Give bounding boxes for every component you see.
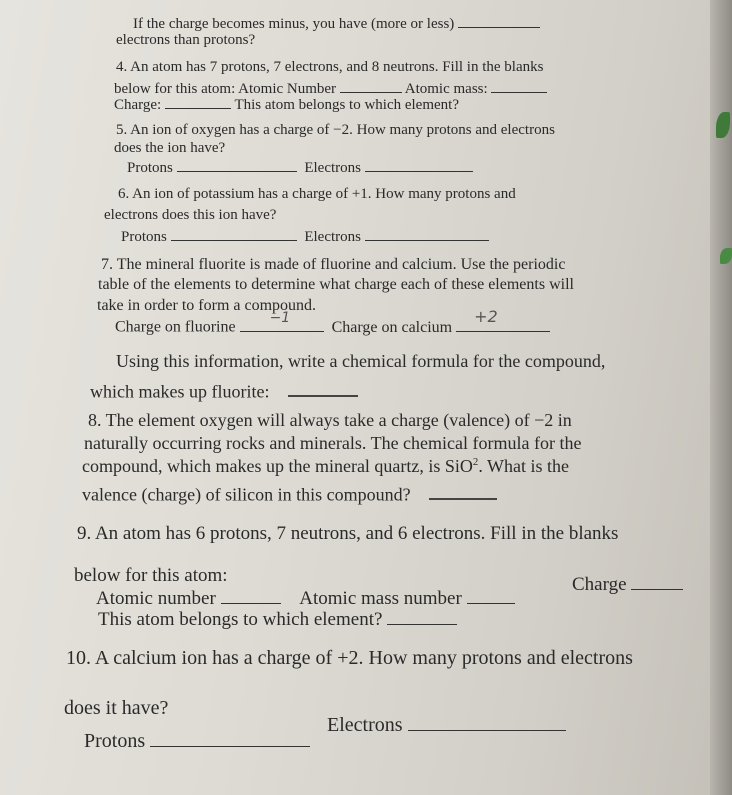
answer-blank-electrons[interactable]: [365, 227, 489, 241]
intro-line-2: electrons than protons?: [116, 32, 256, 48]
q10-line-1: 10. A calcium ion has a charge of +2. How many protons and electrons: [66, 647, 633, 669]
q7-line-3: take in order to form a compound.: [97, 297, 317, 314]
answer-blank-silicon-valence[interactable]: [429, 483, 497, 500]
answer-blank-atomic-mass-number[interactable]: [467, 587, 515, 604]
answer-blank-more-less[interactable]: [458, 14, 540, 28]
q6-line-1: 6. An ion of potassium has a charge of +1. How many protons and: [118, 186, 516, 202]
answer-blank-protons[interactable]: [150, 729, 310, 747]
q10-line-2: does it have?: [64, 697, 169, 719]
answer-blank-element[interactable]: [387, 608, 457, 625]
answer-blank-atomic-mass[interactable]: [491, 79, 547, 93]
handwritten-answer: +2: [474, 307, 498, 326]
q10-electrons: Electrons: [327, 713, 566, 735]
q9-line-2: below for this atom:: [74, 565, 228, 586]
answer-blank-protons[interactable]: [177, 158, 297, 172]
answer-blank-electrons[interactable]: [408, 713, 566, 731]
q4-line-1: 4. An atom has 7 protons, 7 electrons, and 8 neutrons. Fill in the blanks: [116, 59, 544, 75]
q8-line-4: valence (charge) of silicon in this compound?: [82, 483, 497, 503]
answer-blank-calcium-charge[interactable]: [456, 307, 550, 332]
q8-line-2: naturally occurring rocks and minerals. The chemical formula for the: [84, 433, 582, 453]
answer-blank-formula[interactable]: [288, 380, 358, 397]
q4-line-3: Charge: This atom belongs to which element?: [114, 96, 459, 113]
q9-line-1: 9. An atom has 6 protons, 7 neutrons, and 6 electrons. Fill in the blanks: [77, 523, 619, 544]
q5-line-3: Protons Electrons: [127, 158, 473, 176]
q7-line-5: Using this information, write a chemical formula for the compound,: [116, 351, 606, 371]
q6-line-3: Protons Electrons: [121, 227, 489, 245]
answer-blank-charge[interactable]: [165, 95, 231, 109]
answer-blank-atomic-number[interactable]: [221, 587, 281, 604]
answer-blank-charge[interactable]: [631, 573, 683, 590]
q9-charge: Charge: [572, 573, 683, 594]
handwritten-answer: −1: [269, 310, 291, 326]
q7-line-6: which makes up fluorite:: [90, 380, 358, 400]
intro-line-1: If the charge becomes minus, you have (more or less): [133, 14, 540, 32]
answer-blank-protons[interactable]: [171, 227, 297, 241]
q10-line-3: Protons: [84, 729, 310, 751]
q7-line-4: Charge on fluorine −1 Charge on calcium +2: [115, 317, 550, 336]
q7-line-2: table of the elements to determine what charge each of these elements will: [98, 276, 574, 293]
q8-line-1: 8. The element oxygen will always take a charge (valence) of −2 in: [88, 410, 572, 430]
q5-line-1: 5. An ion of oxygen has a charge of −2. How many protons and electrons: [116, 122, 555, 138]
answer-blank-electrons[interactable]: [365, 158, 473, 172]
q9-line-3: Atomic number Atomic mass number: [96, 587, 515, 608]
answer-blank-atomic-number[interactable]: [340, 79, 402, 93]
answer-blank-fluorine-charge[interactable]: [240, 310, 324, 332]
q7-line-1: 7. The mineral fluorite is made of fluorine and calcium. Use the periodic: [101, 256, 566, 273]
q4-line-2: below for this atom: Atomic Number Atomic mass:: [114, 79, 547, 97]
q9-line-4: This atom belongs to which element?: [98, 608, 457, 629]
q5-line-2: does the ion have?: [114, 140, 226, 156]
q6-line-2: electrons does this ion have?: [104, 207, 277, 223]
q8-line-3: compound, which makes up the mineral quartz, is SiO$^2$. What is the: [82, 456, 569, 476]
